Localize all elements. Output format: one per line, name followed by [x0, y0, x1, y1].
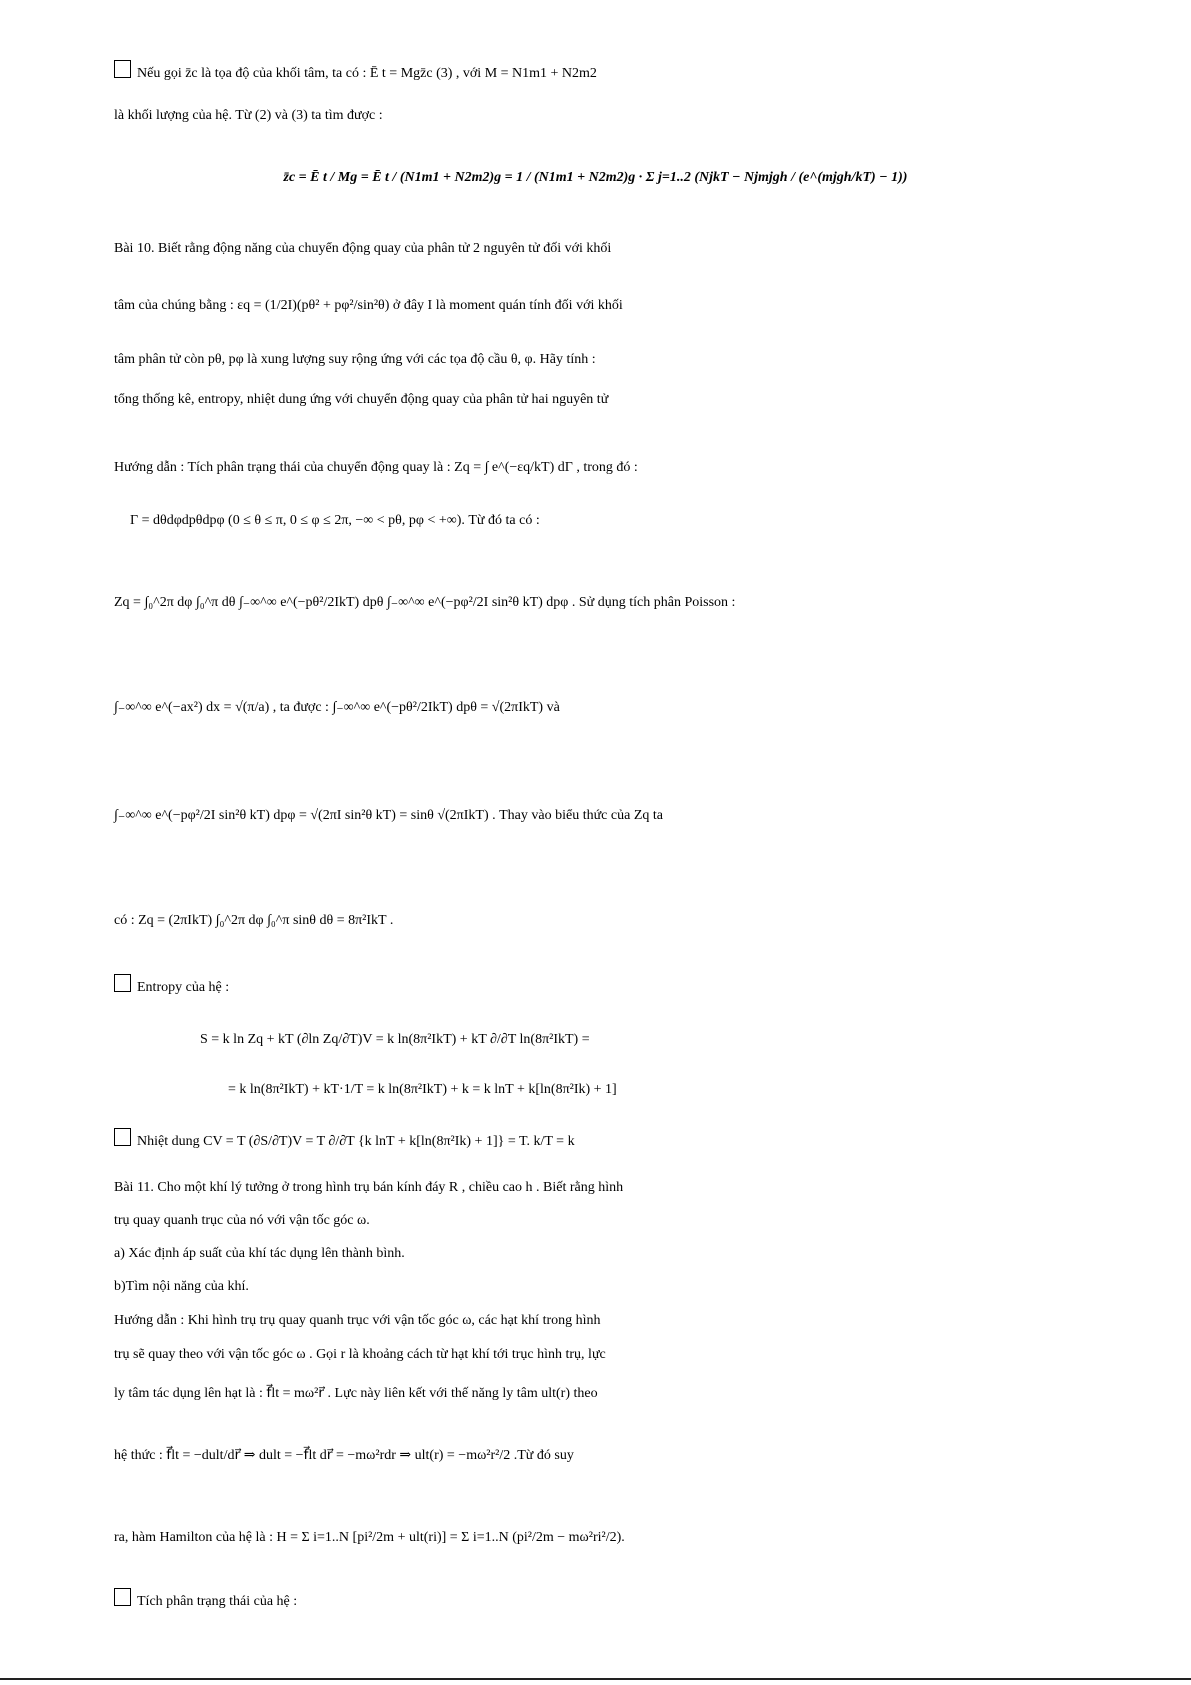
bullet-box-icon [114, 1588, 131, 1606]
line-entropy-1 [200, 1024, 1191, 1056]
tich-phan-heading: Tích phân trạng thái của hệ : [137, 1594, 298, 1609]
bai10-line-3: tâm phân tử còn pθ, pφ là xung lượng suy rộng ứng với các tọa độ cầu θ, φ. Hãy tính : [114, 352, 596, 367]
bai10-line-4: tổng thống kê, entropy, nhiệt dung ứng với chuyển động quay của phân tử hai nguyên tử [114, 392, 609, 407]
line-b10-2 [114, 290, 1191, 322]
cv-equation: Nhiệt dung CV = T (∂S/∂T)V = T ∂/∂T {k lnT + k[ln(8π²Ik) + 1]} = T. k/T = k [137, 1134, 575, 1149]
line-pphi [114, 800, 1191, 832]
bullet-box-icon [114, 974, 131, 992]
entropy-eq-2: = k ln(8π²IkT) + kT·1/T = k ln(8π²IkT) + k = k lnT + k[ln(8π²Ik) + 1] [228, 1082, 617, 1097]
pphi-line: ∫₋∞^∞ e^(−pφ²/2I sin²θ kT) dpφ = √(2πI sin²θ kT) = sinθ √(2πIkT) . Thay vào biểu thức của Zq ta [114, 808, 663, 823]
bai11-line-3: a) Xác định áp suất của khí tác dụng lên thành bình. [114, 1246, 405, 1261]
line-b11-2 [114, 1205, 1191, 1237]
line-hd2-3 [114, 1378, 1191, 1410]
line-zq-integral [114, 587, 1191, 619]
line-hd2-5 [114, 1522, 1191, 1554]
line-entropy-2 [228, 1074, 1191, 1106]
huong-dan-2-line-5: ra, hàm Hamilton của hệ là : H = Σ i=1..N [pi²/2m + ult(ri)] = Σ i=1..N (pi²/2m − mω²ri²/2). [114, 1530, 625, 1545]
line-1 [114, 58, 1174, 90]
line-hd2-2 [114, 1339, 1191, 1371]
poisson-line: ∫₋∞^∞ e^(−ax²) dx = √(π/a) , ta được : ∫₋∞^∞ e^(−pθ²/2IkT) dpθ = √(2πIkT) và [114, 700, 560, 715]
entropy-heading: Entropy của hệ : [137, 980, 230, 995]
line-b10-1 [114, 233, 1191, 265]
equation-zc [0, 162, 1191, 194]
zq-result: có : Zq = (2πIkT) ∫₀^2π dφ ∫₀^π sinθ dθ = 8π²IkT . [114, 913, 394, 928]
line-b11-4 [114, 1271, 1191, 1303]
line-gamma [130, 505, 1191, 537]
line-poisson [114, 692, 1191, 724]
bai11-line-4: b)Tìm nội năng của khí. [114, 1279, 249, 1294]
line-b10-4 [114, 384, 1191, 416]
bai11-line-2: trụ quay quanh trục của nó với vận tốc góc ω. [114, 1213, 370, 1228]
line-2 [114, 100, 1191, 132]
huong-dan-2-line-4: hệ thức : f⃗lt = −dult/dr⃗ ⇒ dult = −f⃗lt dr⃗ = −mω²rdr ⇒ ult(r) = −mω²r²/2 .Từ đó suy [114, 1448, 574, 1463]
zq-integral: Zq = ∫₀^2π dφ ∫₀^π dθ ∫₋∞^∞ e^(−pθ²/2IkT) dpθ ∫₋∞^∞ e^(−pφ²/2I sin²θ kT) dpφ . Sử dụng tích phân Poisson : [114, 595, 736, 610]
line-hd2-4 [114, 1440, 1191, 1472]
huong-dan-2-line-2: trụ sẽ quay theo với vận tốc góc ω . Gọi r là khoảng cách từ hạt khí tới trục hình trụ, lực [114, 1347, 606, 1362]
line-tp [114, 1586, 1191, 1618]
line-b10-3 [114, 344, 1191, 376]
line-cv [114, 1126, 1191, 1158]
text-line-1: Nếu gọi z̄c là tọa độ của khối tâm, ta có : Ē t = Mgz̄c (3) , với M = N1m1 + N2m2 [137, 66, 597, 81]
bullet-box-icon [114, 60, 131, 78]
line-entropy-heading [114, 972, 1191, 1004]
huong-dan-1: Hướng dẫn : Tích phân trạng thái của chuyển động quay là : Zq = ∫ e^(−εq/kT) dΓ , trong đó : [114, 460, 638, 475]
line-hd2-1 [114, 1305, 1191, 1337]
bai10-line-2: tâm của chúng bằng : εq = (1/2I)(pθ² + pφ²/sin²θ) ở đây I là moment quán tính đối với khối [114, 298, 623, 313]
line-b11-3 [114, 1238, 1191, 1270]
huong-dan-2-line-3: ly tâm tác dụng lên hạt là : f⃗lt = mω²r⃗ . Lực này liên kết với thế năng ly tâm ult(r) theo [114, 1386, 598, 1401]
line-b11-1 [114, 1172, 1191, 1204]
gamma-line: Γ = dθdφdpθdpφ (0 ≤ θ ≤ π, 0 ≤ φ ≤ 2π, −∞ < pθ, pφ < +∞). Từ đó ta có : [130, 513, 540, 528]
text-line-2: là khối lượng của hệ. Từ (2) và (3) ta tìm được : [114, 108, 383, 123]
bullet-box-icon [114, 1128, 131, 1146]
bai11-line-1: Bài 11. Cho một khí lý tưởng ở trong hình trụ bán kính đáy R , chiều cao h . Biết rằng hình [114, 1180, 624, 1195]
line-hd1 [114, 452, 1191, 484]
huong-dan-2-line-1: Hướng dẫn : Khi hình trụ trụ quay quanh trục với vận tốc góc ω, các hạt khí trong hình [114, 1313, 601, 1328]
page-bottom-rule [0, 1678, 1191, 1680]
equation-zc-text: z̄c = Ē t / Mg = Ē t / (N1m1 + N2m2)g = 1 / (N1m1 + N2m2)g · Σ j=1..2 (NjkT − Njmjgh / (e^(mjgh/kT) − 1)) [283, 170, 908, 185]
bai10-line-1: Bài 10. Biết rằng động năng của chuyển động quay của phân tử 2 nguyên tử đối với khối [114, 241, 612, 256]
entropy-eq-1: S = k ln Zq + kT (∂ln Zq/∂T)V = k ln(8π²IkT) + kT ∂/∂T ln(8π²IkT) = [200, 1032, 590, 1047]
line-zq-result [114, 905, 1191, 937]
